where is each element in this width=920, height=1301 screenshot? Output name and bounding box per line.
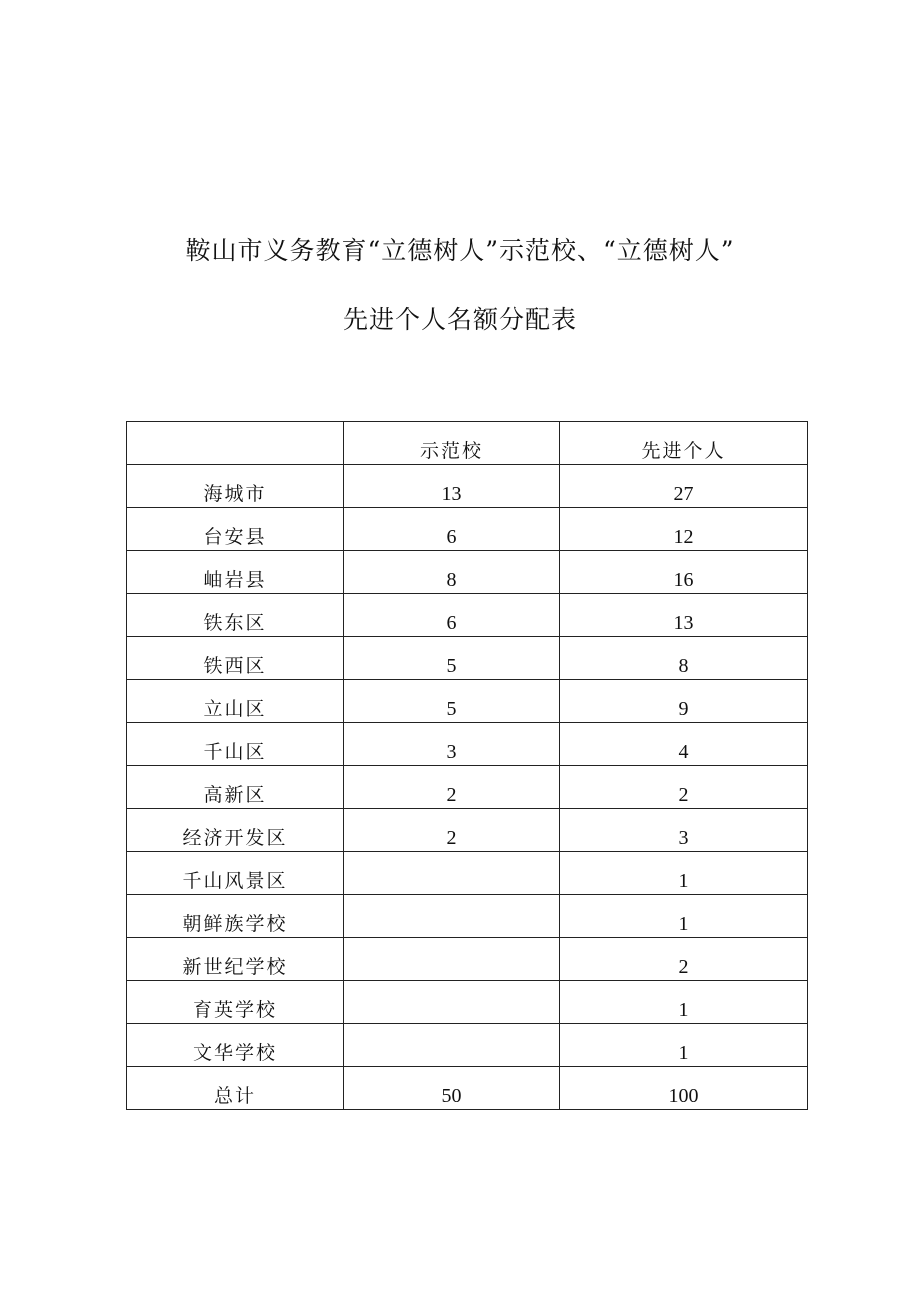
school-count [344,852,560,895]
school-count: 6 [344,594,560,637]
person-count: 1 [560,895,808,938]
person-count: 8 [560,637,808,680]
table-row [127,637,808,680]
region-name: 岫岩县 [127,551,344,594]
school-count: 8 [344,551,560,594]
table-row [127,551,808,594]
region-name: 经济开发区 [127,809,344,852]
person-count: 1 [560,852,808,895]
person-count: 3 [560,809,808,852]
table-row [127,465,808,508]
region-name: 朝鲜族学校 [127,895,344,938]
person-count: 13 [560,594,808,637]
person-count: 16 [560,551,808,594]
region-name: 立山区 [127,680,344,723]
table-row [127,981,808,1024]
region-name: 高新区 [127,766,344,809]
table-row [127,895,808,938]
school-count: 3 [344,723,560,766]
document-title-line1: 鞍山市义务教育“立德树人”示范校、“立德树人” [185,236,735,265]
region-name: 千山区 [127,723,344,766]
person-count: 2 [560,766,808,809]
region-name: 铁西区 [127,637,344,680]
total-person-count: 100 [560,1067,808,1110]
region-name: 千山风景区 [127,852,344,895]
person-count: 1 [560,1024,808,1067]
school-count [344,1024,560,1067]
document-title-line2: 先进个人名额分配表 [342,305,577,334]
person-count: 4 [560,723,808,766]
table-row [127,766,808,809]
total-school-count: 50 [344,1067,560,1110]
region-name: 新世纪学校 [127,938,344,981]
person-count: 27 [560,465,808,508]
table-row [127,508,808,551]
school-count: 5 [344,637,560,680]
school-count: 2 [344,766,560,809]
region-name: 铁东区 [127,594,344,637]
person-count: 1 [560,981,808,1024]
person-count: 9 [560,680,808,723]
table-row [127,723,808,766]
school-count: 13 [344,465,560,508]
region-name: 台安县 [127,508,344,551]
school-count: 2 [344,809,560,852]
table-row [127,938,808,981]
table-total-row [127,1067,808,1110]
header-cell-blank [127,422,344,465]
school-count [344,895,560,938]
person-count: 12 [560,508,808,551]
table-row [127,1024,808,1067]
region-name: 文华学校 [127,1024,344,1067]
table-row [127,594,808,637]
school-count: 5 [344,680,560,723]
table-row [127,852,808,895]
table-row [127,680,808,723]
header-cell-advanced-person: 先进个人 [560,422,808,465]
header-cell-demo-school: 示范校 [344,422,560,465]
quota-table [126,421,808,1110]
region-name: 育英学校 [127,981,344,1024]
region-name: 海城市 [127,465,344,508]
school-count [344,981,560,1024]
total-label: 总计 [127,1067,344,1110]
school-count: 6 [344,508,560,551]
person-count: 2 [560,938,808,981]
table-header-row [127,422,808,465]
table-row [127,809,808,852]
school-count [344,938,560,981]
